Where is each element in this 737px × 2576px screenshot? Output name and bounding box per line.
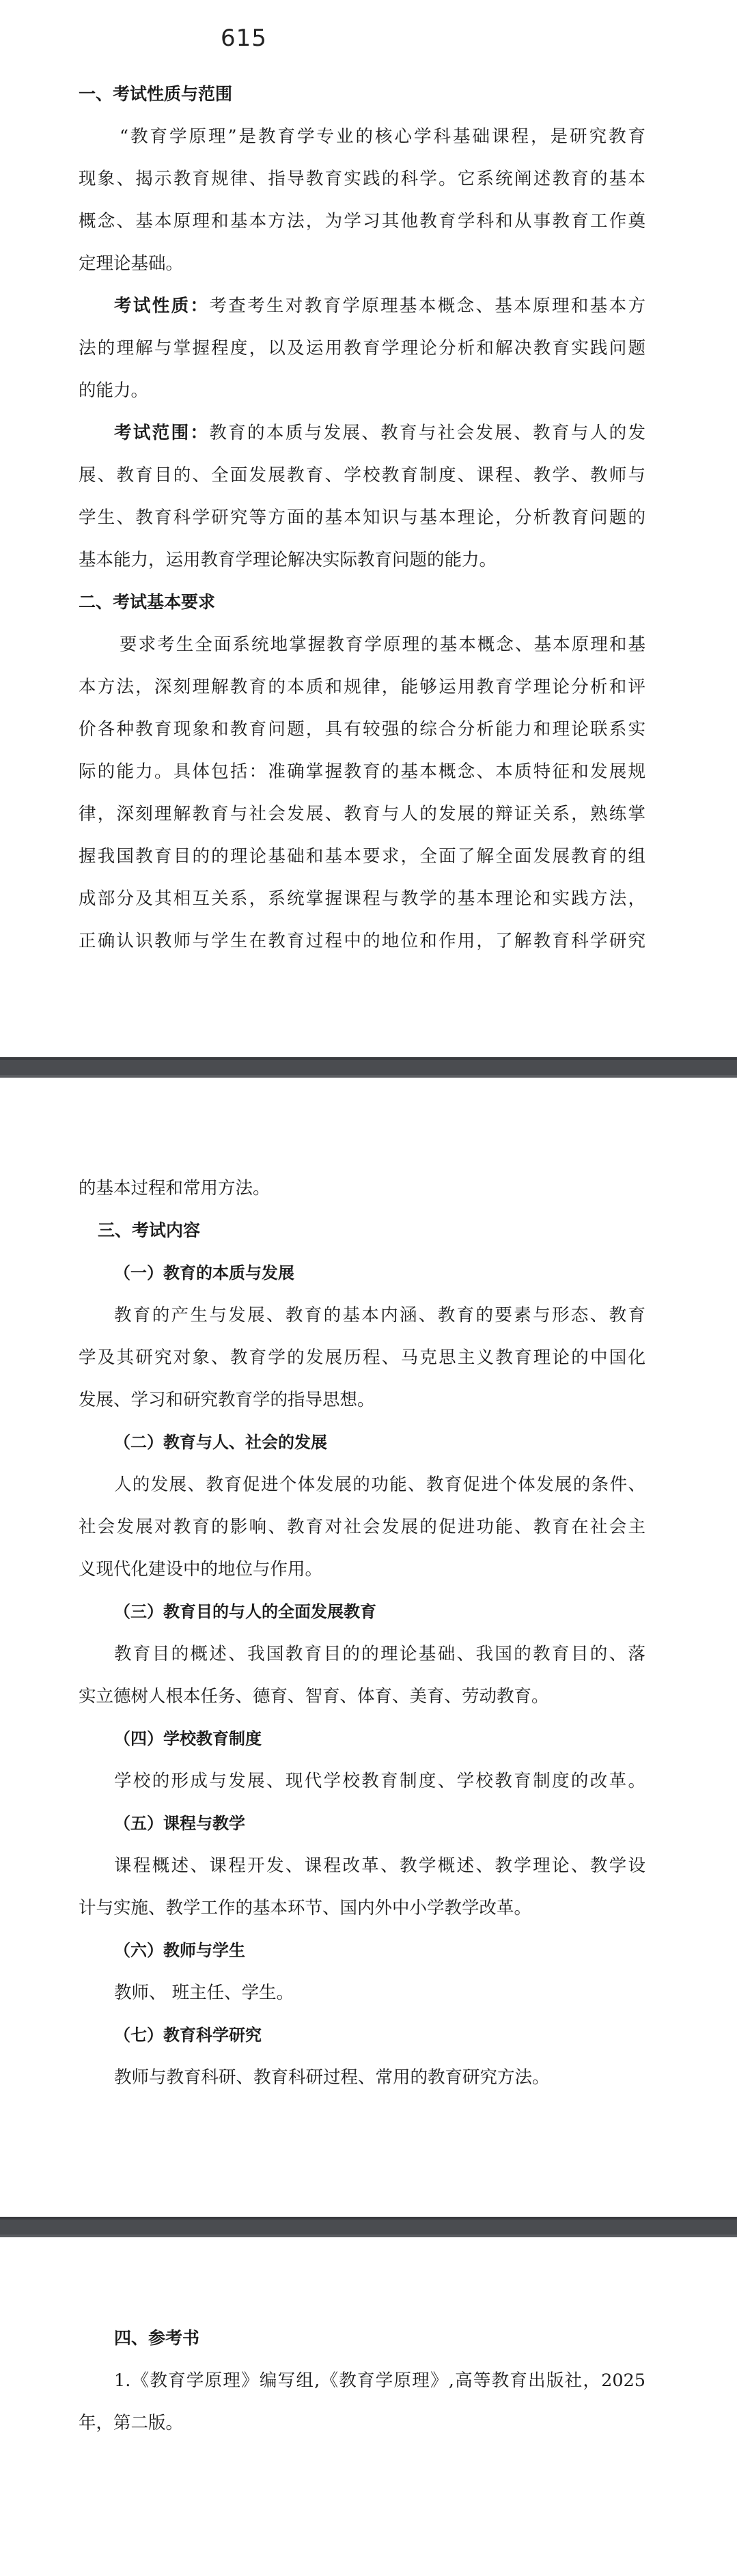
exam-scope-line-1 — [114, 419, 645, 447]
exam-nature-line-3: 的能力。 — [79, 380, 149, 401]
requirements-line-8: 正确认识教师与学生在教育过程中的地位和作用，了解教育科学研究 — [79, 931, 645, 951]
intro-line-2: 现象、揭示教育规律、指导教育实践的科学。它系统阐述教育的基本 — [79, 169, 645, 189]
page-separator — [0, 1057, 737, 1078]
reference-line-2: 年，第二版。 — [79, 2413, 184, 2433]
subsection-1-heading: （一）教育的本质与发展 — [114, 1263, 294, 1283]
document-page-1 — [0, 0, 737, 1057]
requirements-line-7: 成部分及其相互关系，系统掌握课程与教学的基本理论和实践方法， — [79, 888, 645, 909]
exam-nature-line-2: 法的理解与掌握程度，以及运用教育学理论分析和解决教育实践问题 — [79, 338, 645, 359]
subsection-5-line-2: 计与实施、教学工作的基本环节、国内外中小学教学改革。 — [79, 1898, 532, 1918]
section-2-heading: 二、考试基本要求 — [79, 592, 216, 612]
subsection-1-line-2: 学及其研究对象、教育学的发展历程、马克思主义教育理论的中国化 — [79, 1347, 645, 1368]
requirements-line-6: 握我国教育目的的理论基础和基本要求，全面了解全面发展教育的组 — [79, 846, 645, 867]
subsection-2-line-2: 社会发展对教育的影响、教育对社会发展的促进功能、教育在社会主 — [79, 1517, 645, 1537]
intro-line-3: 概念、基本原理和基本方法，为学习其他教育学科和从事教育工作奠 — [79, 211, 645, 232]
page-number: 615 — [221, 25, 267, 52]
exam-nature-label: 考试性质： — [114, 296, 210, 316]
exam-scope-text: 教育的本质与发展、教育与社会发展、教育与人的发 — [209, 423, 645, 443]
exam-scope-label: 考试范围： — [114, 423, 210, 443]
subsection-5-line-1: 课程概述、课程开发、课程改革、教学概述、教学理论、教学设 — [114, 1856, 645, 1876]
subsection-6-heading: （六）教师与学生 — [114, 1940, 245, 1960]
reference-line-1: 1.《教育学原理》编写组,《教育学原理》,高等教育出版社，2025 — [114, 2370, 645, 2391]
intro-line-4: 定理论基础。 — [79, 253, 184, 274]
document-page-2 — [0, 1078, 737, 2217]
requirements-line-1: 要求考生全面系统地掌握教育学原理的基本概念、基本原理和基 — [120, 634, 645, 655]
exam-scope-line-3: 学生、教育科学研究等方面的基本知识与基本理论，分析教育问题的 — [79, 507, 645, 528]
subsection-3-heading: （三）教育目的与人的全面发展教育 — [114, 1601, 376, 1621]
section-1-heading: 一、考试性质与范围 — [79, 84, 233, 104]
exam-nature-line-1 — [114, 292, 645, 320]
exam-scope-line-2: 展、教育目的、全面发展教育、学校教育制度、课程、教学、教师与 — [79, 465, 645, 486]
document-page-3 — [0, 2237, 737, 2576]
requirements-line-3: 价各种教育现象和教育问题，具有较强的综合分析能力和理论联系实 — [79, 719, 645, 740]
subsection-4-heading: （四）学校教育制度 — [114, 1728, 262, 1748]
page-separator-2 — [0, 2217, 737, 2237]
subsection-6-line-1: 教师、 班主任、学生。 — [114, 1983, 294, 2003]
section-4-heading: 四、参考书 — [114, 2328, 200, 2348]
subsection-4-line-1: 学校的形成与发展、现代学校教育制度、学校教育制度的改革。 — [114, 1771, 645, 1791]
subsection-7-line-1: 教师与教育科研、教育科研过程、常用的教育研究方法。 — [114, 2067, 550, 2088]
subsection-1-line-3: 发展、学习和研究教育学的指导思想。 — [79, 1390, 375, 1410]
section-3-heading: 三、考试内容 — [98, 1220, 201, 1240]
subsection-3-line-1: 教育目的概述、我国教育目的的理论基础、我国的教育目的、落 — [114, 1644, 645, 1664]
subsection-2-line-1: 人的发展、教育促进个体发展的功能、教育促进个体发展的条件、 — [114, 1474, 645, 1495]
subsection-1-line-1: 教育的产生与发展、教育的基本内涵、教育的要素与形态、教育 — [114, 1305, 645, 1326]
exam-nature-text: 考查考生对教育学原理基本概念、基本原理和基本方 — [209, 296, 645, 316]
exam-scope-line-4: 基本能力，运用教育学理论解决实际教育问题的能力。 — [79, 550, 497, 570]
subsection-2-line-3: 义现代化建设中的地位与作用。 — [79, 1559, 323, 1580]
subsection-7-heading: （七）教育科学研究 — [114, 2025, 262, 2045]
subsection-2-heading: （二）教育与人、社会的发展 — [114, 1432, 327, 1452]
requirements-continuation: 的基本过程和常用方法。 — [79, 1178, 270, 1199]
intro-line-1: “教育学原理”是教育学专业的核心学科基础课程，是研究教育 — [120, 126, 645, 147]
requirements-line-2: 本方法，深刻理解教育的本质和规律，能够运用教育学理论分析和评 — [79, 677, 645, 697]
requirements-line-4: 际的能力。具体包括：准确掌握教育的基本概念、本质特征和发展规 — [79, 761, 645, 782]
requirements-line-5: 律，深刻理解教育与社会发展、教育与人的发展的辩证关系，熟练掌 — [79, 804, 645, 824]
subsection-3-line-2: 实立德树人根本任务、德育、智育、体育、美育、劳动教育。 — [79, 1686, 549, 1707]
subsection-5-heading: （五）课程与教学 — [114, 1813, 245, 1833]
